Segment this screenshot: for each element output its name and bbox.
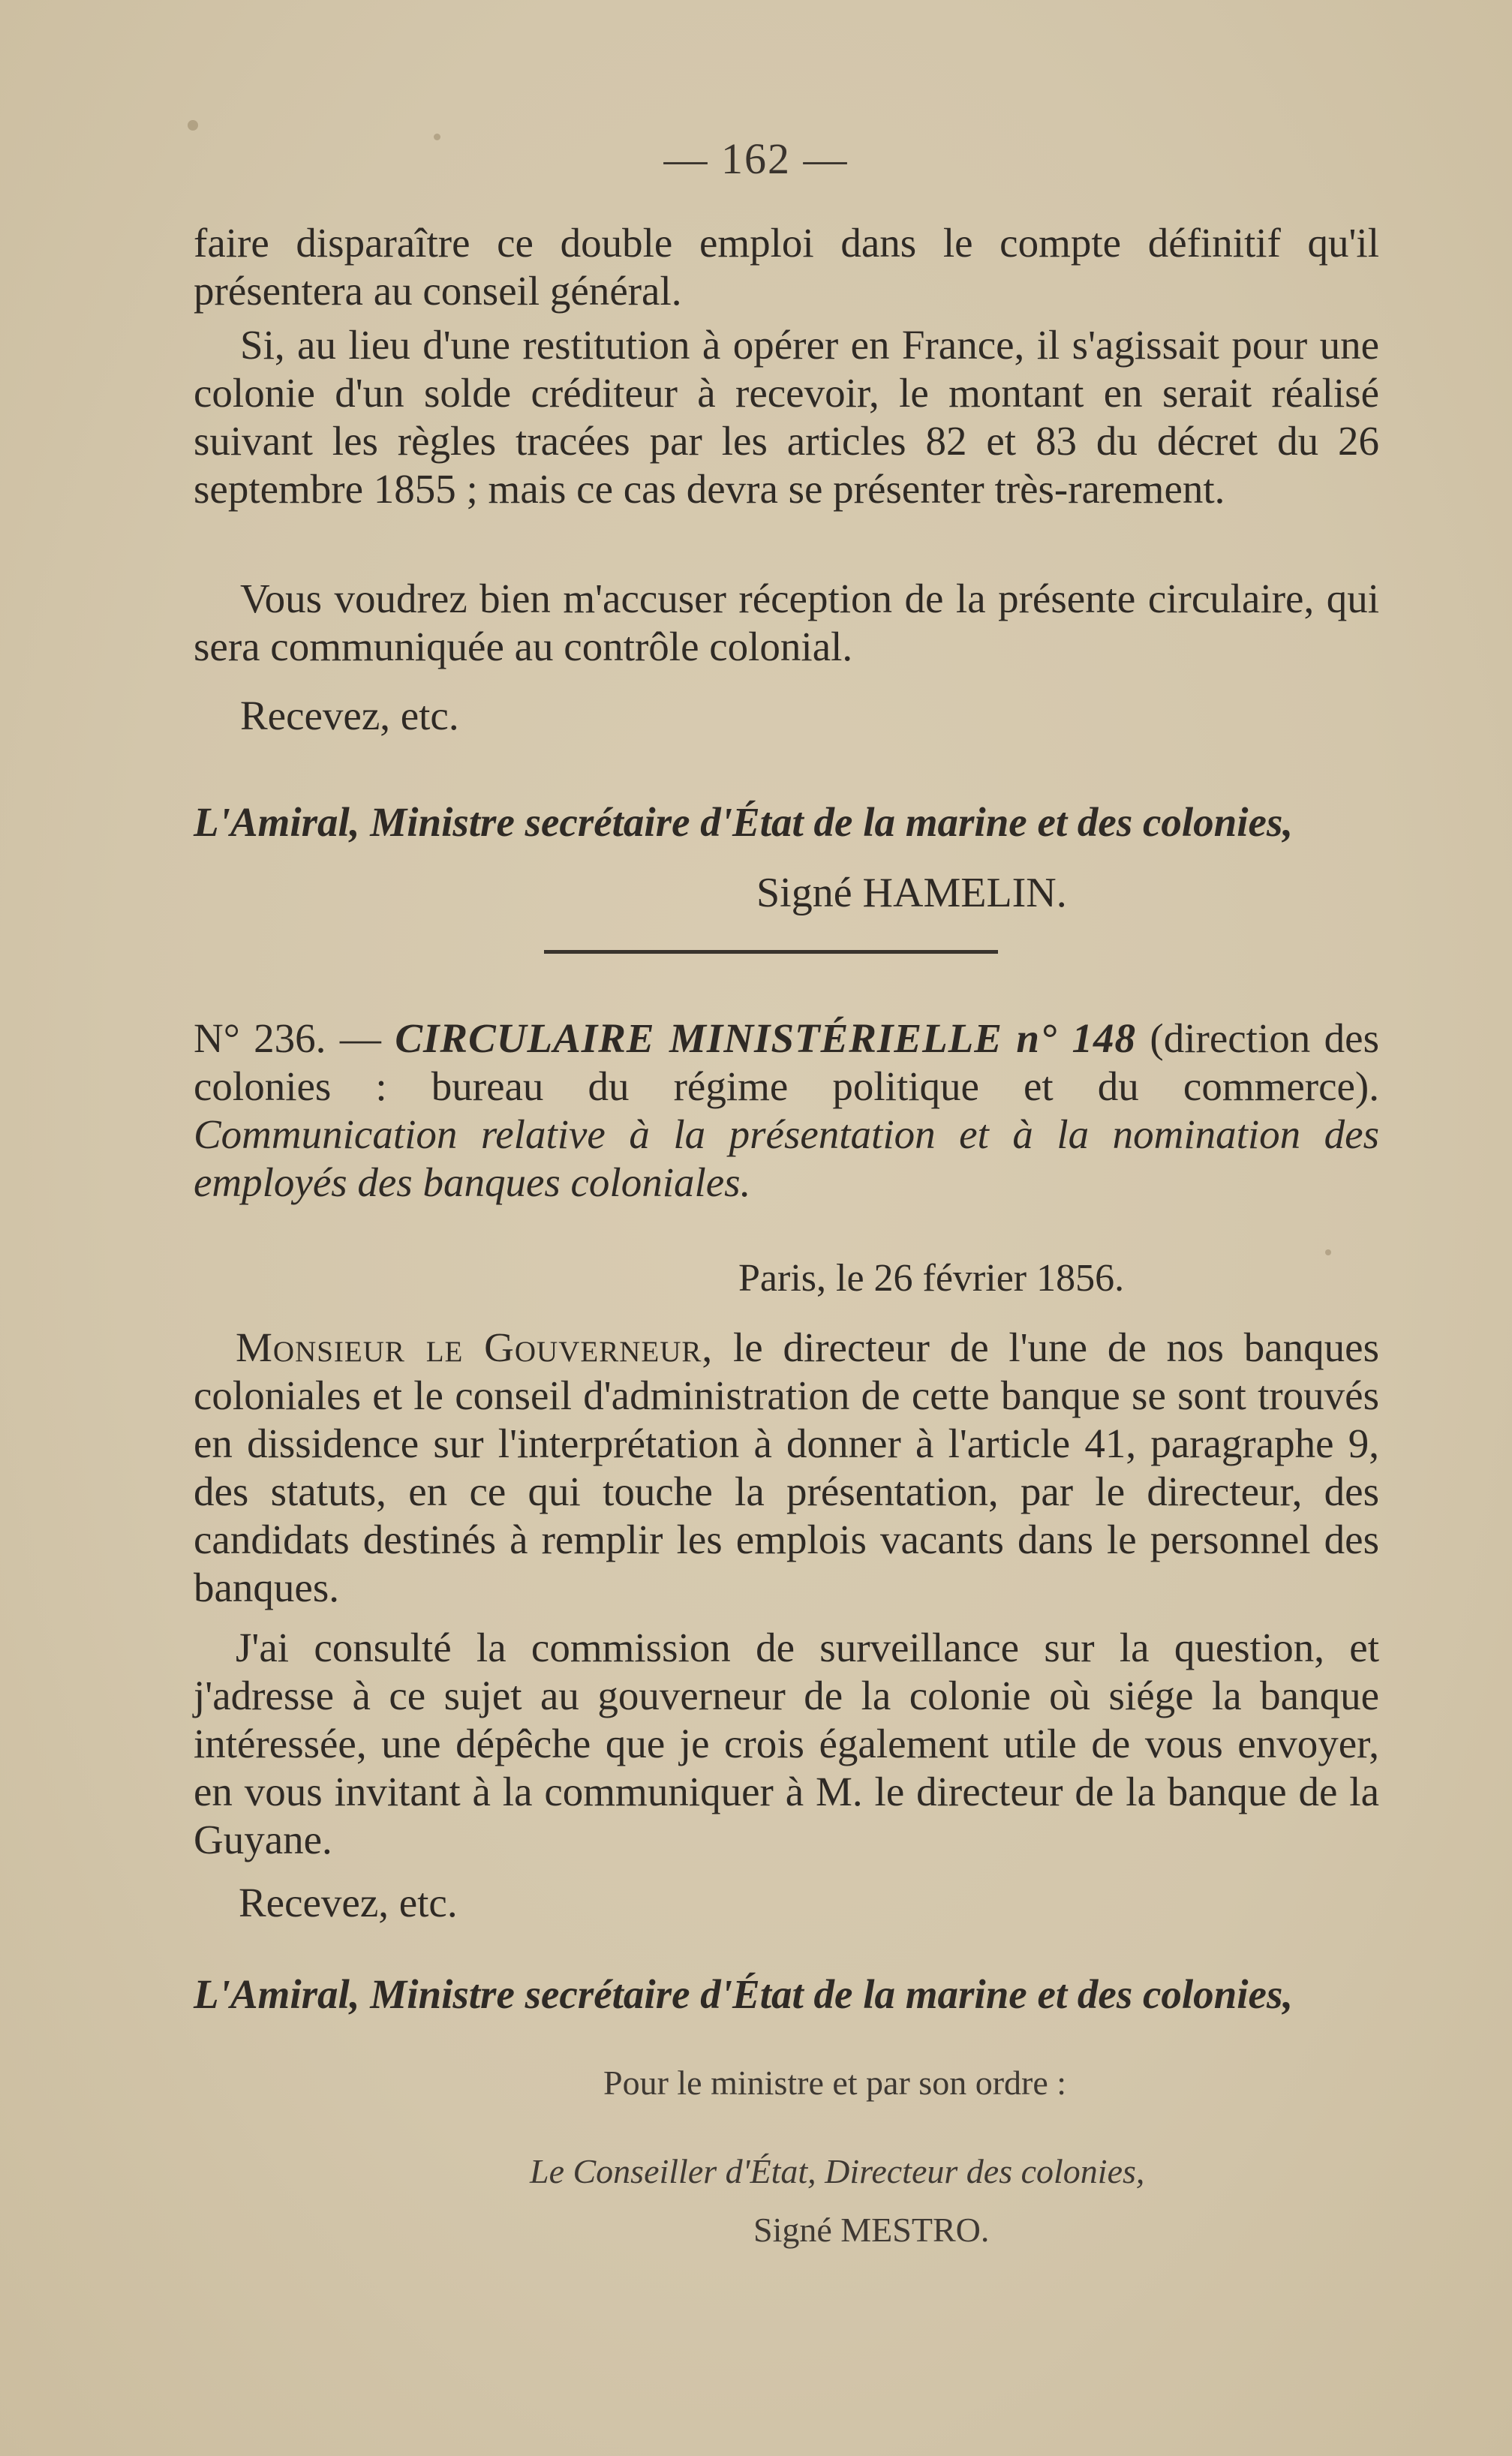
paragraph-restitution: Si, au lieu d'une restitution à opérer en France, il s'agissait pour une colonie d'un solde créditeur à recevoir, le montant en serait réalisé suivant les règles tracées par les articles 82 et 83 du décret du 26 septembre 1855 ; mais ce cas devra se présenter très-rarement. <box>194 322 1379 512</box>
section-divider <box>544 950 998 954</box>
paragraph-dissidence <box>194 1324 1379 1612</box>
circular-subject: Communication relative à la présentation et à la nomination des employés des banques coloniales. <box>194 1111 1379 1205</box>
place-date: Paris, le 26 février 1856. <box>738 1257 1125 1300</box>
signatory-title: L'Amiral, Ministre secrétaire d'État de la marine et des colonies, <box>194 799 1294 845</box>
circular-number-148: n° 148 <box>1016 1015 1136 1061</box>
signature-mestro: Signé MESTRO. <box>753 2211 990 2249</box>
circular-title: CIRCULAIRE MINISTÉRIELLE <box>395 1015 1002 1061</box>
order-line: Pour le ministre et par son ordre : <box>603 2064 1067 2102</box>
salutation: Monsieur le Gouverneur, <box>236 1324 714 1370</box>
counsellor-title: Le Conseiller d'État, Directeur des colonies, <box>530 2152 1145 2190</box>
page-number: — 162 — <box>663 134 849 183</box>
closing-line-2: Recevez, etc. <box>239 1880 458 1925</box>
circular-number: N° 236. — <box>194 1015 381 1061</box>
closing-line: Recevez, etc. <box>240 693 459 738</box>
signature-hamelin: Signé HAMELIN. <box>756 870 1067 916</box>
paragraph-acknowledge: Vous voudrez bien m'accuser réception de la présente circulaire, qui sera communiquée au contrôle colonial. <box>194 576 1379 669</box>
circular-direction: (direction des colonies : bureau du régime politique et du commerce). <box>194 1015 1379 1109</box>
ink-spot <box>188 120 198 131</box>
signatory-title-2: L'Amiral, Ministre secrétaire d'État de la marine et des colonies, <box>194 1971 1294 2017</box>
paragraph-continuation: faire disparaître ce double emploi dans le compte définitif qu'il présentera au conseil général. <box>194 220 1379 314</box>
circular-heading <box>194 1015 1379 1207</box>
paragraph-dissidence-text: le directeur de l'une de nos banques coloniales et le conseil d'administration de cette banque se sont trouvés en dissidence sur l'interprétation à donner à l'article 41, paragraphe 9, des statuts, en ce qui touche la présentation, par le directeur, des candidats destinés à remplir les emplois vacants dans le personnel des banques. <box>194 1324 1379 1610</box>
paragraph-commission: J'ai consulté la commission de surveillance sur la question, et j'adresse à ce sujet au gouverneur de la colonie où siége la banque intéressée, une dépêche que je crois également utile de vous envoyer, en vous invitant à la communiquer à M. le directeur de la banque de la Guyane. <box>194 1625 1379 1862</box>
